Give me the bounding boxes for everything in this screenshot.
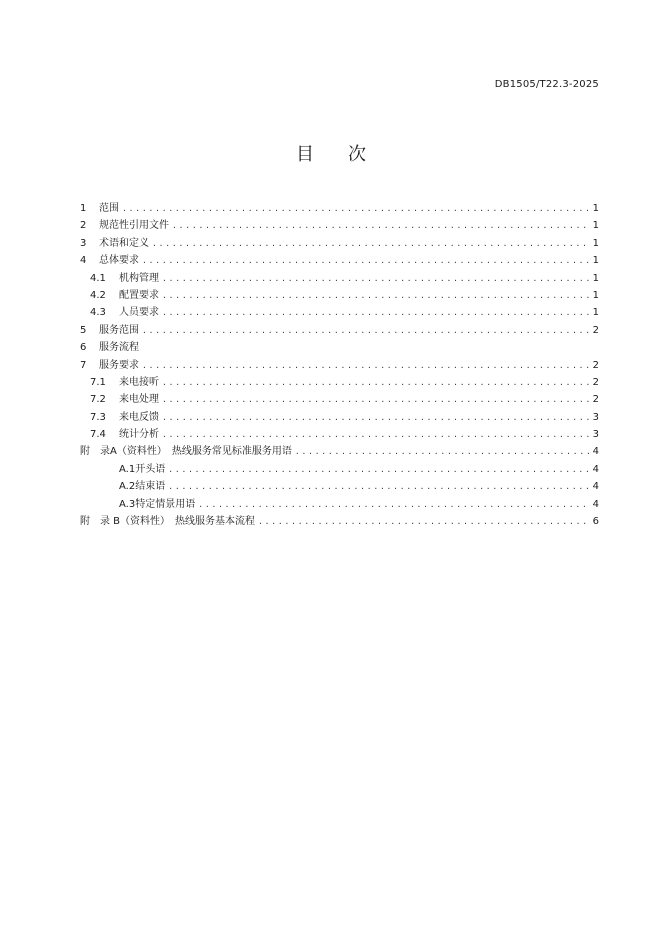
- toc-entry[interactable]: [80, 357, 599, 374]
- toc-entry-page: 2: [592, 394, 599, 406]
- toc-entry-label: 附 录 B（资料性） 热线服务基本流程: [80, 516, 256, 528]
- toc-entry-page: 2: [592, 359, 599, 371]
- toc-entry-label: 来电接听: [119, 376, 159, 388]
- toc-entry-page: 3: [592, 411, 599, 423]
- toc-entry[interactable]: [80, 391, 599, 408]
- toc-entry[interactable]: [80, 478, 599, 495]
- dot-leader: [142, 252, 590, 269]
- toc-entry-number: 4.1: [90, 272, 106, 284]
- dot-leader: [122, 200, 590, 217]
- toc-entry[interactable]: [80, 374, 599, 391]
- toc-entry-number: 6: [80, 342, 87, 354]
- dot-leader: [168, 461, 589, 478]
- toc-entry-page: 2: [592, 376, 599, 388]
- toc-entry[interactable]: [80, 287, 599, 304]
- dot-leader: [162, 426, 590, 443]
- toc-entry-number: 4.2: [90, 289, 106, 301]
- dot-leader: [168, 478, 589, 495]
- toc-entry-label: 统计分析: [119, 429, 159, 441]
- dot-leader: [162, 287, 590, 304]
- toc-entry[interactable]: [80, 513, 599, 530]
- dot-leader: [142, 357, 590, 374]
- dot-leader: [142, 322, 590, 339]
- dot-leader: [162, 391, 590, 408]
- toc-entry-number: 4.3: [90, 307, 106, 319]
- toc-entry-number: 7.1: [90, 376, 106, 388]
- toc-entry-number: 7.2: [90, 394, 106, 406]
- dot-leader: [258, 513, 590, 530]
- toc-entry-label: A.3特定情景用语: [119, 498, 196, 510]
- toc-entry-label: 服务要求: [99, 359, 139, 371]
- toc-entry-label: 机构管理: [119, 272, 159, 284]
- toc-entry[interactable]: [80, 426, 599, 443]
- toc-entry[interactable]: [80, 235, 599, 252]
- dot-leader: [198, 496, 589, 513]
- toc-entry-page: 4: [592, 446, 599, 458]
- toc-entry-label: 范围: [99, 203, 119, 214]
- dot-leader: [172, 217, 590, 234]
- toc-entry[interactable]: [80, 443, 599, 460]
- toc-entry-label: 配置要求: [119, 289, 159, 301]
- toc-entry-page: 1: [592, 307, 599, 319]
- toc-entry-number: 3: [80, 237, 87, 249]
- toc-entry-page: 1: [592, 289, 599, 301]
- table-of-contents: [80, 200, 599, 530]
- toc-entry[interactable]: [80, 217, 599, 234]
- toc-title: 目次: [296, 144, 400, 165]
- toc-entry-label: 术语和定义: [99, 237, 149, 249]
- toc-entry-number: 7: [80, 359, 87, 371]
- toc-entry-page: 1: [592, 255, 599, 267]
- dot-leader: [162, 270, 590, 287]
- toc-entry[interactable]: [80, 339, 599, 356]
- toc-entry-page: 1: [592, 203, 599, 214]
- toc-entry-label: 附 录A（资料性） 热线服务常见标准服务用语: [80, 446, 292, 458]
- toc-entry-page: 1: [592, 237, 599, 249]
- toc-entry-label: A.1开头语: [119, 463, 166, 475]
- dot-leader: [162, 374, 590, 391]
- toc-entry-page: 3: [592, 429, 599, 441]
- toc-entry-page: 2: [592, 324, 599, 336]
- toc-entry-label: 来电处理: [119, 394, 159, 406]
- toc-entry-number: 7.4: [90, 429, 106, 441]
- toc-entry-page: 1: [592, 220, 599, 232]
- toc-entry[interactable]: [80, 322, 599, 339]
- toc-entry-number: 7.3: [90, 411, 106, 423]
- document-code: DB1505/T22.3-2025: [494, 79, 599, 90]
- toc-entry[interactable]: [80, 461, 599, 478]
- toc-entry[interactable]: [80, 304, 599, 321]
- toc-entry-label: 人员要求: [119, 307, 159, 319]
- toc-entry-label: 来电反馈: [119, 411, 159, 423]
- dot-leader: [152, 235, 590, 252]
- toc-entry[interactable]: [80, 496, 599, 513]
- dot-leader: [162, 409, 590, 426]
- toc-entry-label: 规范性引用文件: [99, 220, 169, 232]
- toc-entry-page: 6: [592, 516, 599, 528]
- toc-entry-number: 2: [80, 220, 87, 232]
- dot-leader: [162, 304, 590, 321]
- toc-entry[interactable]: [80, 270, 599, 287]
- toc-entry-page: 1: [592, 272, 599, 284]
- toc-entry-number: 4: [80, 255, 87, 267]
- toc-entry-number: 5: [80, 324, 87, 336]
- toc-entry-label: 总体要求: [99, 255, 139, 267]
- dot-leader: [295, 443, 590, 460]
- toc-entry[interactable]: [80, 409, 599, 426]
- toc-entry-page: 4: [592, 498, 599, 510]
- toc-entry[interactable]: [80, 252, 599, 269]
- toc-entry-page: 4: [592, 481, 599, 493]
- toc-entry[interactable]: [80, 200, 599, 217]
- toc-entry-label: 服务流程: [99, 342, 139, 354]
- toc-entry-page: 4: [592, 463, 599, 475]
- toc-entry-number: 1: [80, 203, 87, 214]
- toc-entry-label: 服务范围: [99, 324, 139, 336]
- toc-entry-label: A.2结束语: [119, 481, 166, 493]
